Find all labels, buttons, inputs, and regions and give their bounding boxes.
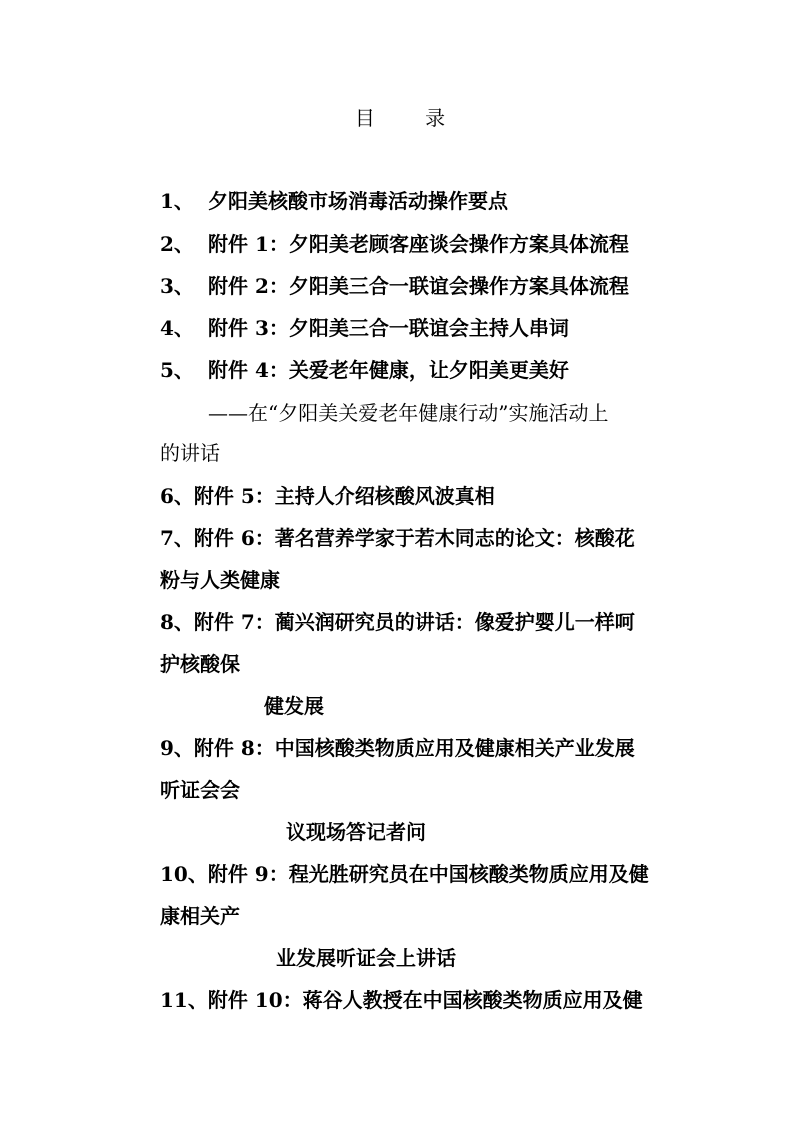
toc-entry-8-cont-2: 健发展 — [264, 694, 324, 718]
toc-entry-5 — [160, 355, 569, 385]
toc-entry-3-text: 附件 2：夕阳美三合一联谊会操作方案具体流程 — [208, 274, 629, 298]
toc-entry-2 — [160, 229, 629, 259]
toc-entry-5-number: 5、 — [160, 358, 194, 382]
toc-entry-7-cont: 粉与人类健康 — [160, 568, 280, 592]
toc-entry-5-subtitle: ——在“夕阳美关爱老年健康行动”实施活动上 — [208, 401, 609, 425]
toc-entry-8: 8、附件 7：蔺兴润研究员的讲话：像爱护婴儿一样呵 — [160, 610, 635, 634]
toc-entry-4-text: 附件 3：夕阳美三合一联谊会主持人串词 — [208, 316, 569, 340]
toc-entry-9-cont-2: 议现场答记者问 — [286, 820, 426, 844]
toc-entry-9: 9、附件 8：中国核酸类物质应用及健康相关产业发展 — [160, 736, 635, 760]
toc-entry-5-subtitle-cont: 的讲话 — [160, 441, 220, 465]
toc-entry-11: 11、附件 10：蒋谷人教授在中国核酸类物质应用及健 — [160, 988, 643, 1012]
toc-entry-6: 6、附件 5：主持人介绍核酸风波真相 — [160, 484, 495, 508]
toc-entry-4-number: 4、 — [160, 316, 194, 340]
toc-entry-8-cont: 护核酸保 — [160, 652, 240, 676]
toc-entry-3 — [160, 271, 629, 301]
toc-entry-1-number: 1、 — [160, 189, 194, 213]
toc-entry-9-cont: 听证会会 — [160, 778, 240, 802]
toc-entry-10-cont-2: 业发展听证会上讲话 — [276, 946, 456, 970]
page-title: 目 录 — [354, 106, 468, 130]
toc-entry-10-cont: 康相关产 — [160, 904, 240, 928]
toc-entry-4 — [160, 313, 569, 343]
toc-entry-1-text: 夕阳美核酸市场消毒活动操作要点 — [208, 189, 508, 213]
toc-entry-2-number: 2、 — [160, 232, 194, 256]
toc-entry-5-text: 附件 4：关爱老年健康，让夕阳美更美好 — [208, 358, 569, 382]
toc-entry-1 — [160, 186, 508, 216]
toc-entry-3-number: 3、 — [160, 274, 194, 298]
toc-entry-10: 10、附件 9：程光胜研究员在中国核酸类物质应用及健 — [160, 862, 649, 886]
toc-entry-2-text: 附件 1：夕阳美老顾客座谈会操作方案具体流程 — [208, 232, 629, 256]
toc-entry-7: 7、附件 6：著名营养学家于若木同志的论文：核酸花 — [160, 526, 635, 550]
